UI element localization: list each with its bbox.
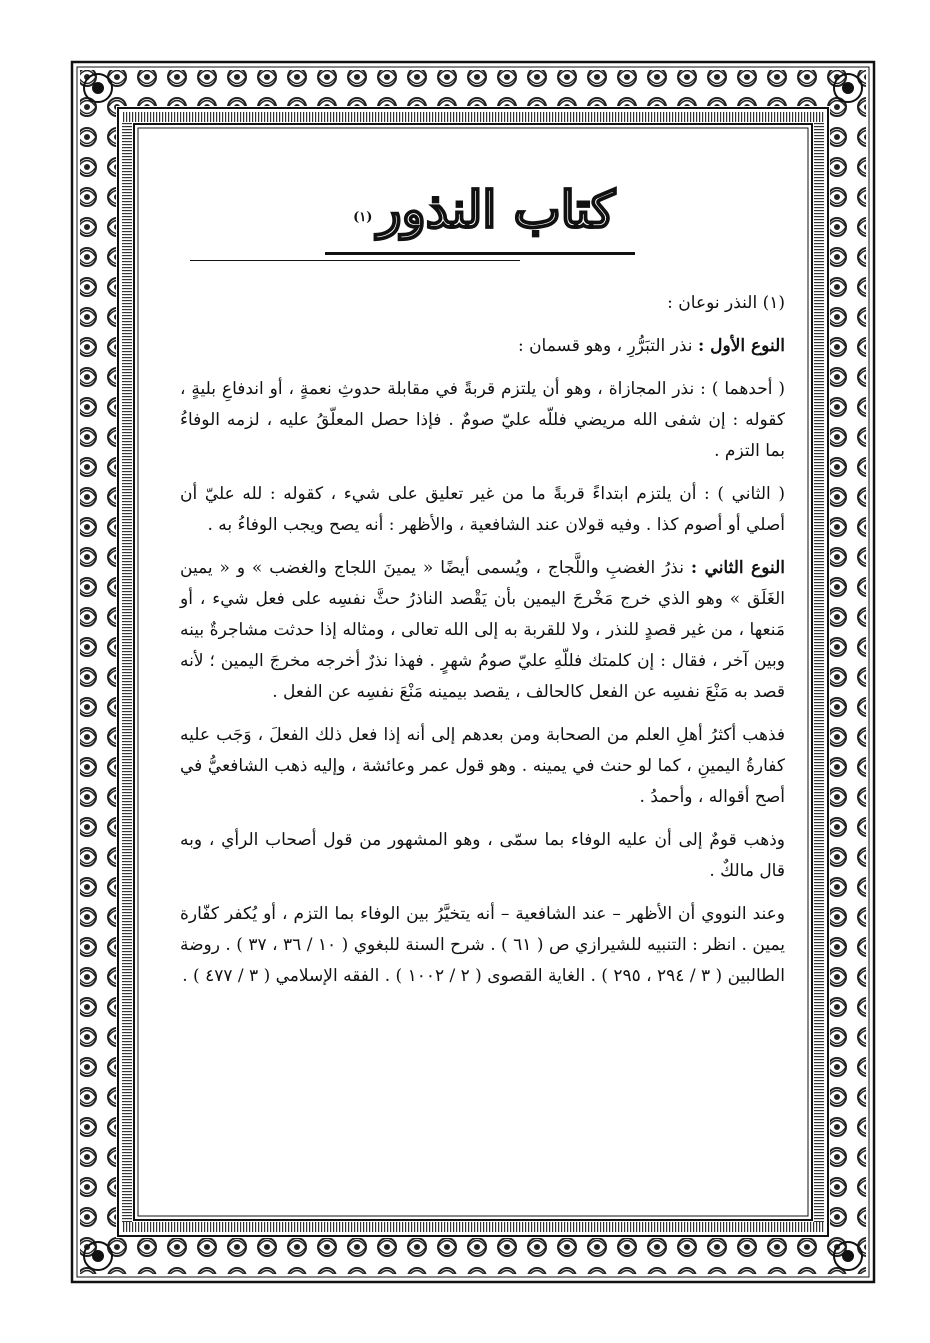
chapter-title-block <box>325 182 635 238</box>
type2-text: نذرُ الغضبِ واللَّجاج ، ويُسمى أيضًا « يمينَ اللجاج والغضب » و « يمين الغَلَق » وهو الذي خرج مَخْرجَ اليمين بأن يَقْصد الناذرُ حثَّ نفسِه على فعل شيء ، أو مَنعها ، من غير قصدٍ للنذر ، ولا للقربة به إلى الله تعالى ، ومثاله إذا حدثت مشاجرةٌ بينه وبين آخر ، فقال : إن كلمتك فللّهِ عليّ صومُ شهرٍ . فهذا نذرٌ أخرجه مخرجَ اليمين ؛ لأنه قصد به مَنْعَ نفسِه عن الفعل كالحالف ، يقصد بيمينه مَنْعَ نفسِه عن الفعل . <box>180 558 785 702</box>
type2-heading: النوع الثاني : <box>690 558 786 578</box>
paragraph-first-kind: ( أحدهما ) : نذر المجازاة ، وهو أن يلتزم قربةً في مقابلة حدوثِ نعمةٍ ، أو اندفاعِ بليةٍ ، كقوله : إن شفى الله مريضي فللّه عليّ صومٌ . فإذا حصل المعلّقُ عليه ، لزمه الوفاءُ بما التزم . <box>180 379 785 461</box>
paragraph-nawawi-references: وعند النووي أن الأظهر – عند الشافعية – أنه يتخيَّرُ بين الوفاء بما التزم ، أو يُكفر كفّارة يمين . انظر : التنبيه للشيرازي ص ( ٦١ ) . شرح السنة للبغوي ( ١٠ / ٣٦ ، ٣٧ ) . روضة الطالبين ( ٣ / ٢٩٤ ، ٢٩٥ ) . الغاية القصوى ( ٢ / ١٠٠٢ ) . الفقه الإسلامي ( ٣ / ٤٧٧ ) . <box>180 904 786 986</box>
page-content <box>180 172 785 1172</box>
chapter-title: كتاب النذور <box>377 180 615 239</box>
footnote-separator <box>190 260 520 261</box>
paragraph-majority-view: فذهب أكثرُ أهلِ العلم من الصحابة ومن بعدهم إلى أنه إذا فعل ذلك الفعلَ ، وَجَب عليه كفارةُ اليمينِ ، كما لو حنث في يمينه . وهو قول عمر وعائشة ، وإليه ذهب الشافعيُّ في أصح أقواله ، وأحمدُ . <box>180 725 785 807</box>
type1-text: نذر التبَرُّرِ ، وهو قسمان : <box>517 336 693 356</box>
footnote-body <box>180 288 785 1004</box>
type1-paragraph <box>180 331 785 362</box>
title-footnote-marker: (١) <box>353 209 373 225</box>
title-underline <box>325 252 635 255</box>
paragraph-second-kind: ( الثاني ) : أن يلتزم ابتداءً قربةً ما من غير تعليق على شيء ، كقوله : لله عليّ أن أصلي أو أصوم كذا . وفيه قولان عند الشافعية ، والأظهر : أنه يصح ويجب الوفاءُ به . <box>180 484 785 535</box>
paragraph-other-view: وذهب قومٌ إلى أن عليه الوفاء بما سمّى ، وهو المشهور من قول أصحاب الرأي ، وبه قال مالكٌ . <box>180 830 785 881</box>
footnote-intro: (١) النذر نوعان : <box>667 293 785 313</box>
type1-heading: النوع الأول : <box>697 336 785 356</box>
type2-paragraph <box>180 553 785 708</box>
